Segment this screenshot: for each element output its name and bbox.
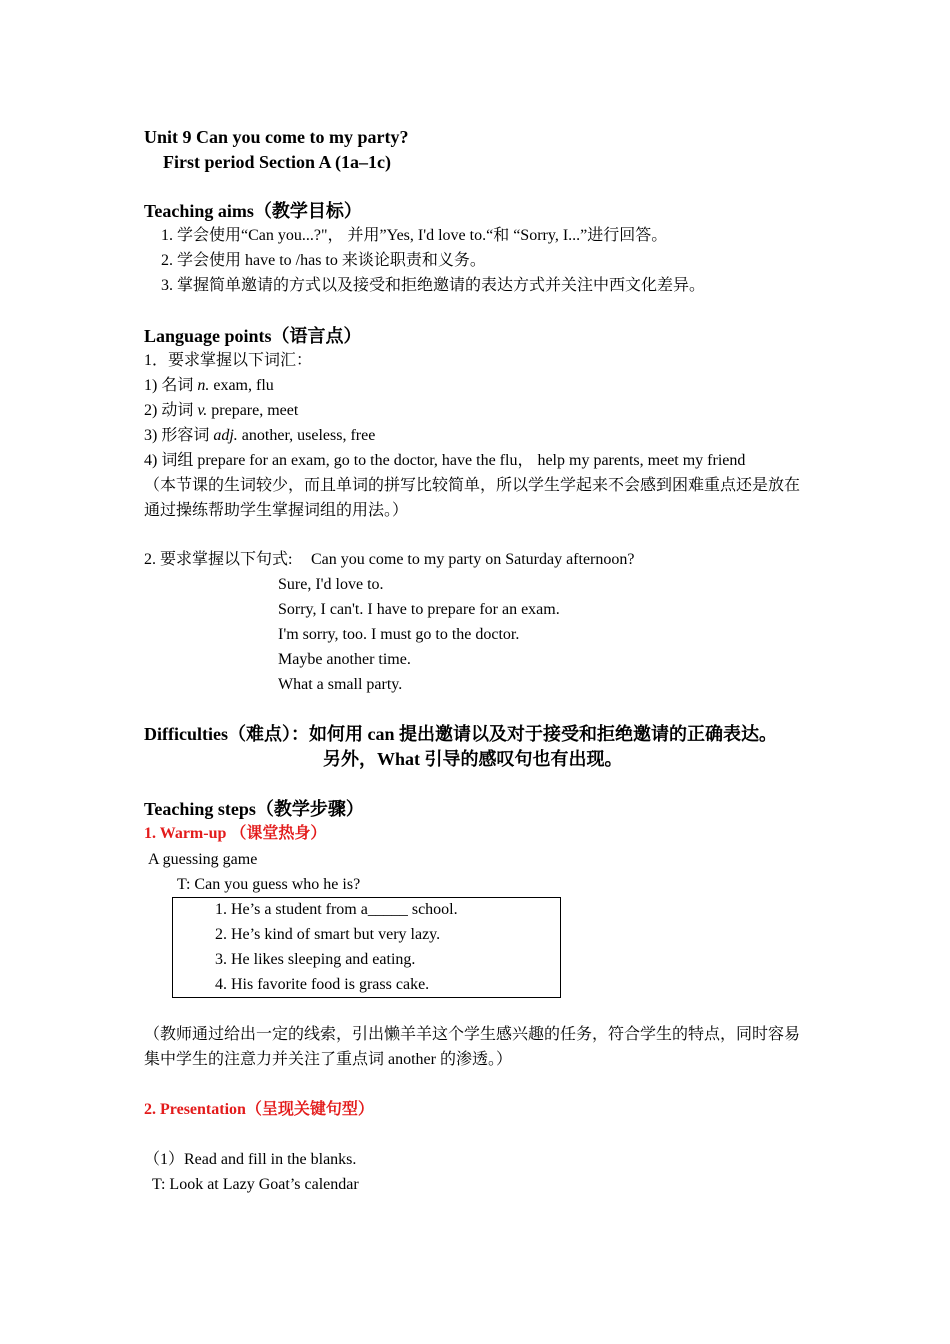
warmup-note: （教师通过给出一定的线索，引出懒羊羊这个学生感兴趣的任务，符合学生的特点，同时容易集中学生的注意力并关注了重点词 another 的渗透。） (144, 1026, 801, 1068)
sentence-5: Maybe another time. (278, 651, 411, 668)
sentence-3: Sorry, I can't. I have to prepare for an exam. (278, 601, 560, 618)
clue-4: 4. His favorite food is grass cake. (215, 976, 430, 993)
sentence-6: What a small party. (278, 676, 403, 693)
calendar-instruction: T: Look at Lazy Goat’s calendar (152, 1176, 359, 1193)
sentence-2: Sure, I'd love to. (278, 576, 384, 593)
teaching-steps-heading: Teaching steps（教学步骤） (144, 799, 364, 819)
vocab-nouns: 1) 名词 n. exam, flu (144, 377, 274, 394)
teaching-aims-heading: Teaching aims（教学目标） (144, 201, 362, 221)
vocab-intro: 1．要求掌握以下词汇： (144, 352, 313, 369)
period-title: First period Section A (1a–1c) (163, 152, 391, 172)
aim-item-3: 3. 掌握简单邀请的方式以及接受和拒绝邀请的表达方式并关注中西文化差异。 (161, 277, 706, 294)
vocab-phrases: 4) 词组 prepare for an exam, go to the doctor, have the flu， help my parents, meet my friend (144, 452, 746, 469)
clue-1: 1. He’s a student from a_____ school. (215, 901, 458, 918)
aim-item-1: 1. 学会使用“Can you...?"， 并用”Yes, I'd love to.“和 “Sorry, I...”进行回答。 (161, 227, 668, 244)
difficulties-line-1: Difficulties（难点）：如何用 can 提出邀请以及对于接受和拒绝邀请的正确表达。 (144, 724, 777, 744)
vocab-note: （本节课的生词较少，而且单词的拼写比较简单，所以学生学起来不会感到困难重点还是放在通过操练帮助学生掌握词组的用法。） (144, 477, 801, 519)
unit-title: Unit 9 Can you come to my party? (144, 127, 409, 147)
guess-question: T: Can you guess who he is? (177, 876, 361, 893)
clue-3: 3. He likes sleeping and eating. (215, 951, 416, 968)
sentence-4: I'm sorry, too. I must go to the doctor. (278, 626, 520, 643)
aim-item-2: 2. 学会使用 have to /has to 来谈论职责和义务。 (161, 252, 486, 269)
clue-2: 2. He’s kind of smart but very lazy. (215, 926, 441, 943)
difficulties-line-2: 另外，What 引导的感叹句也有出现。 (323, 749, 623, 769)
vocab-verbs: 2) 动词 v. prepare, meet (144, 402, 299, 419)
read-fill-task: （1）Read and fill in the blanks. (144, 1151, 357, 1168)
warmup-heading: 1. Warm-up （课堂热身） (144, 825, 327, 842)
presentation-heading: 2. Presentation（呈现关键句型） (144, 1101, 374, 1118)
sentence-1: Can you come to my party on Saturday afternoon? (311, 551, 635, 568)
guessing-game-label: A guessing game (148, 851, 258, 868)
language-points-heading: Language points（语言点） (144, 326, 362, 346)
vocab-adjectives: 3) 形容词 adj. another, useless, free (144, 427, 376, 444)
sentences-intro: 2. 要求掌握以下句式: (144, 551, 293, 568)
